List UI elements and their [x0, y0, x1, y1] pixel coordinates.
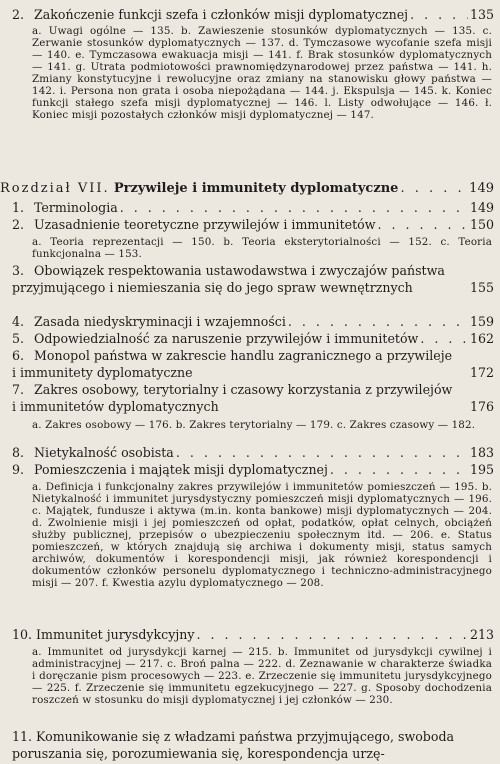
entry-title: Zakres osobowy, terytorialny i czasowy korzystania z przywilejów i immunitetów dyplomatycznych — [12, 382, 453, 414]
entry-title: Zasada niedyskryminacji i wzajemności — [34, 314, 286, 329]
toc-entry-3 — [12, 262, 494, 296]
dot-leader — [378, 216, 468, 233]
dot-leader — [420, 330, 468, 347]
chapter-title: Przywileje i immunitety dyplomatyczne — [113, 181, 399, 196]
entry-number: 9. — [12, 462, 25, 477]
chapter-label: Rozdział VII. — [0, 181, 110, 196]
entry-number: 8. — [12, 445, 25, 460]
dot-leader — [330, 461, 468, 478]
entry-page: 183 — [469, 445, 494, 460]
toc-entry-4 — [12, 313, 494, 330]
entry-title: Komunikowanie się z władzami państwa przyjmującego, swoboda poruszania się, porozumiewania się, korespondencja urzę- — [12, 729, 455, 761]
chapter-page: 149 — [469, 181, 494, 196]
entry-number: 7. — [12, 382, 25, 397]
entry-page: 155 — [469, 280, 494, 295]
entry-page: 213 — [469, 627, 494, 642]
toc-entry-6 — [12, 347, 494, 381]
dot-leader — [288, 313, 468, 330]
chapter-heading — [0, 180, 494, 197]
entry-number: 4. — [12, 314, 25, 329]
entry-title: Monopol państwa w zakrescie handlu zagranicznego a przywileje i immunitety dyplomatyczne — [12, 348, 453, 380]
dot-leader — [400, 180, 467, 197]
entry-page: 149 — [469, 200, 494, 215]
entry-title: Obowiązek respektowania ustawodawstwa i zwyczajów państwa przyjmującego i niemieszania się do jego spraw wewnętrznych — [12, 263, 445, 295]
entry-number: 1. — [12, 200, 25, 215]
entry-number: 6. — [12, 348, 25, 363]
subentries-7: a. Zakres osobowy — 176. b. Zakres terytorialny — 179. c. Zakres czasowy — 182. — [32, 419, 476, 431]
entry-page: 195 — [469, 462, 494, 477]
toc-entry-5 — [12, 330, 494, 347]
toc-entry-2 — [12, 216, 494, 233]
subentries-10: a. Immunitet od jurysdykcji karnej — 215. b. Immunitet od jurysdykcji cywilnej i administracyjnej — 217. c. Broń palna — 222. d. Zeznawanie w charakterze świadka i doręczanie pism procesowych — 223. e. Zrzeczenie się immunitetu jurysdykcyjnego — 225. f. Zrzeczenie się immunitetu egzekucyjnego — 227. g. Sposoby dochodzenia roszczeń w stosunku do misji dyplomatycznej i jej członków — 230. — [32, 646, 492, 706]
entry-page: 176 — [469, 399, 494, 414]
entry-title: Uzasadnienie teoretyczne przywilejów i immunitetów — [34, 217, 376, 232]
entry-title: Nietykalność osobista — [34, 445, 174, 460]
entry-title: Zakończenie funkcji szefa i członków misji dyplomatycznej — [34, 7, 409, 22]
toc-entry-10 — [12, 626, 494, 643]
entry-title: Pomieszczenia i majątek misji dyplomatycznej — [34, 462, 328, 477]
entry-number: 2. — [12, 7, 25, 22]
entry-page: 150 — [469, 217, 494, 232]
entry-title: Immunitet jurysdykcyjny — [36, 627, 195, 642]
entry-page: 159 — [469, 314, 494, 329]
entry-number: 3. — [12, 263, 25, 278]
toc-entry-9 — [12, 461, 494, 478]
dot-leader — [176, 444, 468, 461]
entry-number: 5. — [12, 331, 25, 346]
toc-entry-1 — [12, 199, 494, 216]
dot-leader — [196, 626, 468, 643]
entry-title: Odpowiedzialność za naruszenie przywilejów i immunitetów — [34, 331, 419, 346]
toc-entry-8 — [12, 444, 494, 461]
toc-entry-11 — [12, 728, 494, 762]
subentries-sec2-top: a. Uwagi ogólne — 135. b. Zawieszenie stosunków dyplomatycznych — 135. c. Zerwanie stosunków dyplomatycznych — 137. d. Tymczasowe wycofanie szefa misji — 140. e. Tymczasowa ewakuacja misji — 141. f. Brak stosunków dyplomatycznych — 141. g. Utrata podmiotowości prawnomiędzynarodowej przez państwa — 141. h. Zmiany konstytucyjne i rewolucyjne oraz zmiany na stanowisku głowy państwa — 142. i. Persona non grata i osoba niepożądana — 144. j. Ekspulsja — 145. k. Koniec funkcji stałego szefa misji dyplomatycznej — 146. l. Listy odwołujące — 146. ł. Koniec misji pozostałych członków misji dyplomatycznej — 147. — [32, 25, 492, 121]
dot-leader — [410, 6, 468, 23]
subentries-9: a. Definicja i funkcjonalny zakres przywilejów i immunitetów pomieszczeń — 195. b. Nietykalność i immunitet jurysdystyczny pomieszczeń misji dyplomatycznych — 196. c. Majątek, fundusze i aktywa (m.in. konta bankowe) misji dyplomatycznych — 204. d. Zwolnienie misji i jej pomieszczeń od opłat, podatków, opłat celnych, obciążeń służby publicznej, przepisów o ubezpieczeniu społecznym itd. — 206. e. Status pomieszczeń, w których znajdują się archiwa i dokumenty misji, status samych archiwów, dokumentów i korespondencji misji, jak również korespondencji i dokumentów członków personelu dyplomatycznego i techniczno-administracyjnego misji — 207. f. Kwestia azylu dyplomatycznego — 208. — [32, 481, 492, 589]
entry-number: 11. — [12, 729, 33, 744]
entry-number: 2. — [12, 217, 25, 232]
entry-title: Terminologia — [34, 200, 118, 215]
entry-number: 10. — [12, 627, 33, 642]
toc-entry-sec2-top — [12, 6, 494, 23]
entry-page: 135 — [469, 7, 494, 22]
subentries-2: a. Teoria reprezentacji — 150. b. Teoria eksterytorialności — 152. c. Teoria funkcjonalna — 153. — [32, 236, 492, 260]
dot-leader — [120, 199, 468, 216]
entry-page: 172 — [469, 365, 494, 380]
toc-entry-7 — [12, 381, 494, 415]
entry-page: 162 — [469, 331, 494, 346]
